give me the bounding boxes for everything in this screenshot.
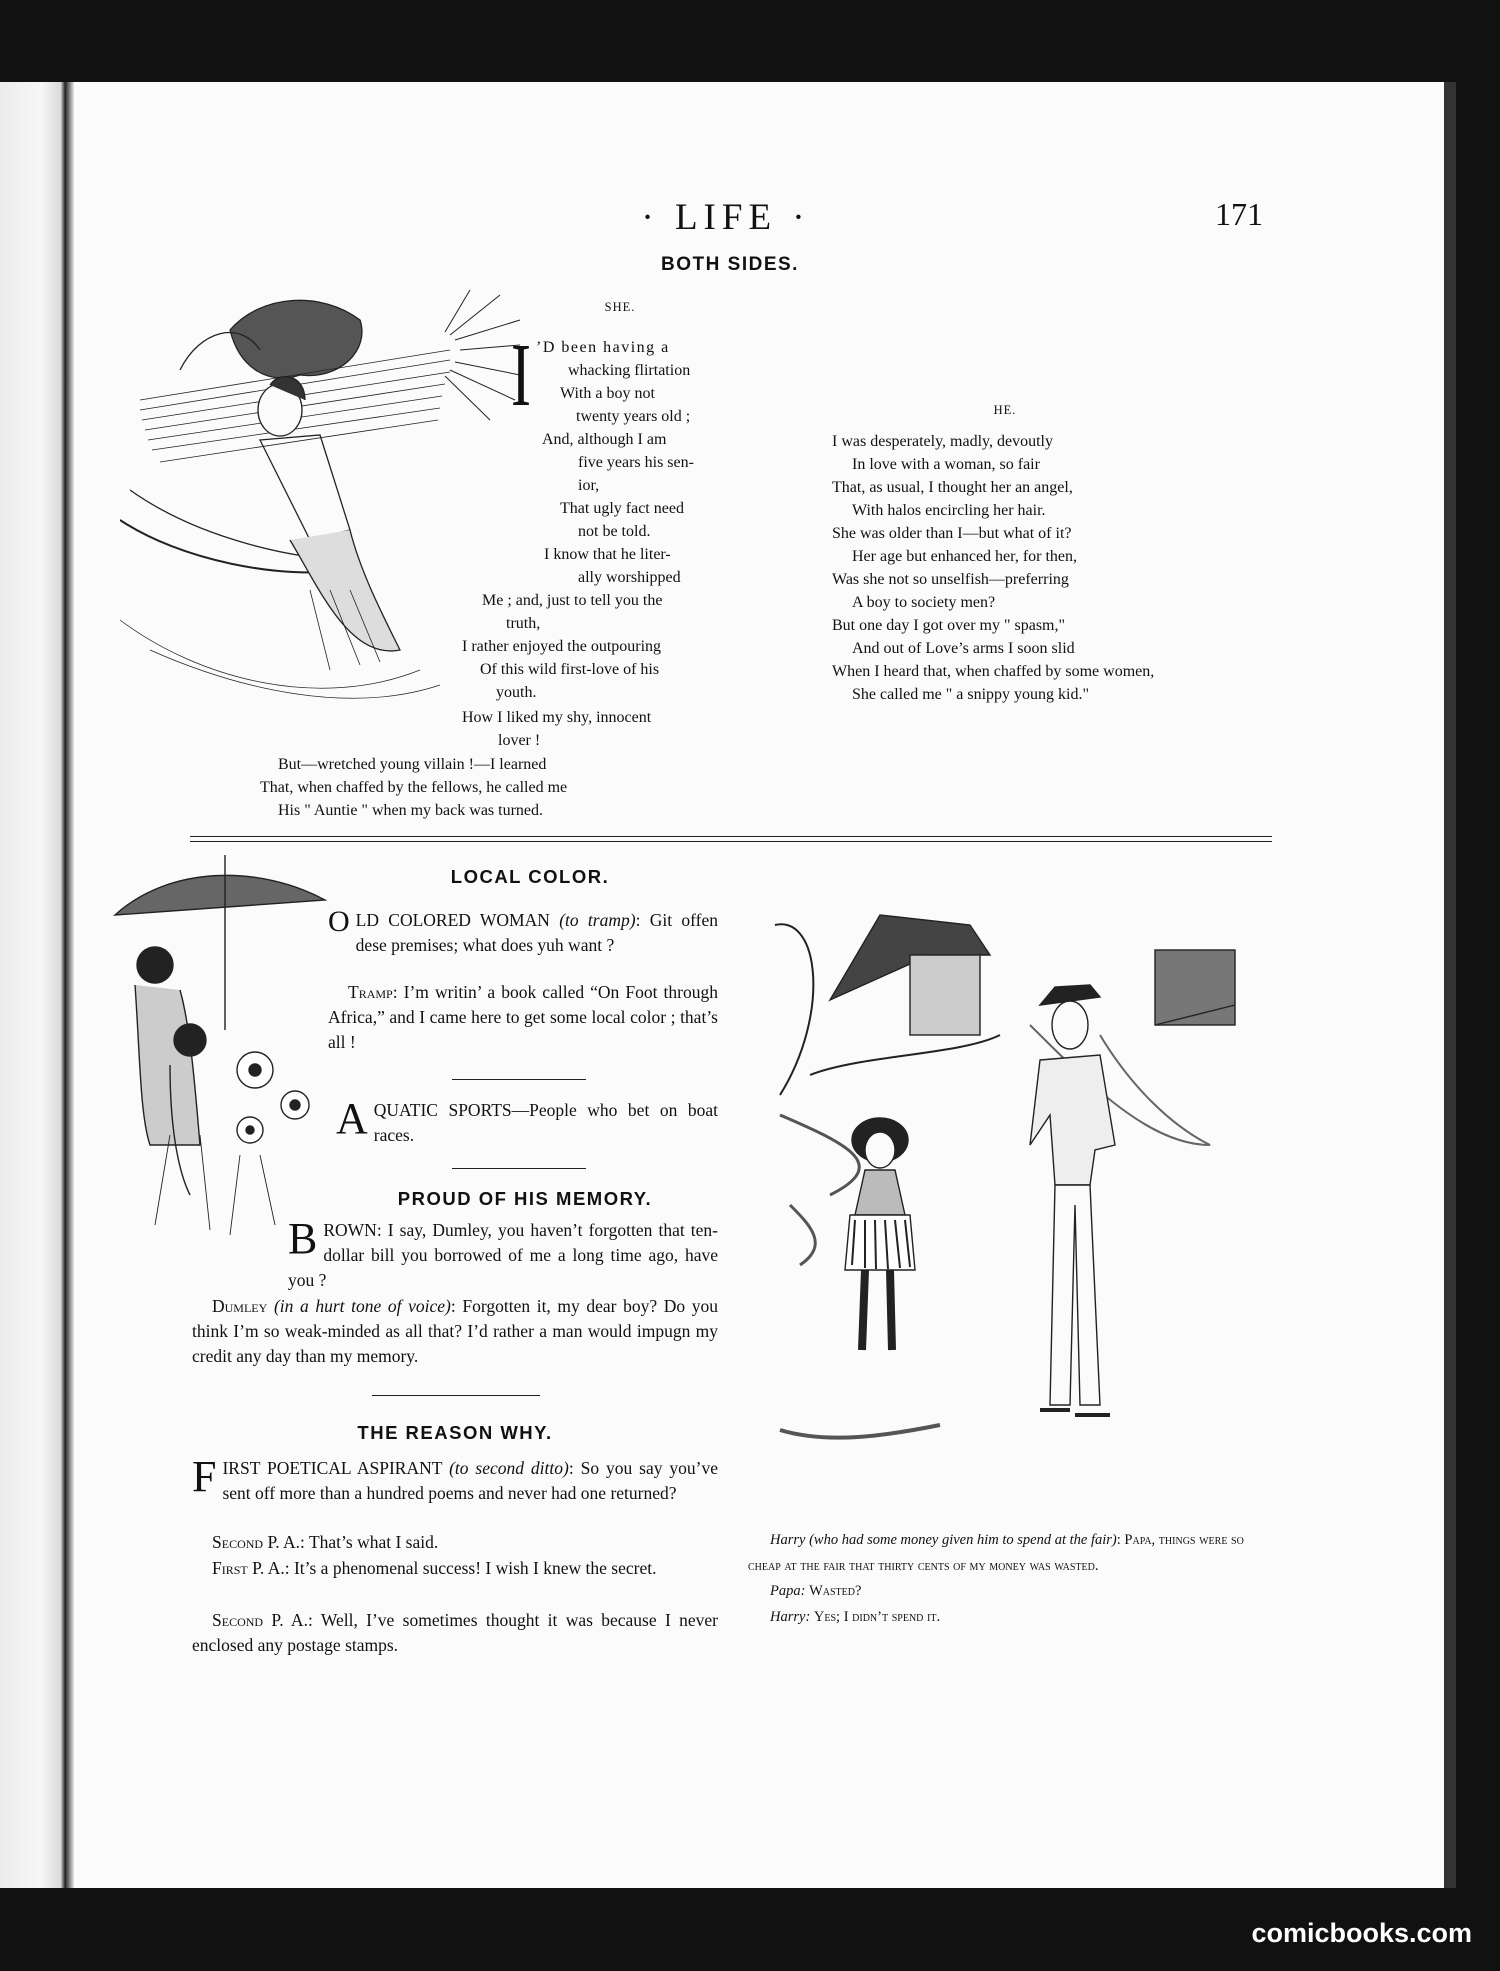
caption-stage-direction: (who had some money given him to spend at the fair)	[809, 1532, 1117, 1548]
stage-direction: (in a hurt tone of voice)	[273, 1296, 451, 1316]
reason-paragraph-3	[192, 1556, 718, 1581]
he-poem-line: And out of Love’s arms I soon slid	[852, 640, 1075, 657]
local-color-paragraph-2	[328, 980, 718, 1055]
she-poem-line: With a boy not	[560, 385, 655, 402]
proud-paragraph-1	[288, 1214, 718, 1293]
local-color-title: LOCAL COLOR.	[450, 866, 610, 887]
proud-paragraph-2	[192, 1294, 718, 1369]
speaker-first-poetical-aspirant: IRST POETICAL ASPIRANT	[222, 1458, 443, 1478]
she-poem-line: five years his sen-	[578, 454, 694, 471]
she-poem-line: I know that he liter-	[544, 546, 671, 563]
he-poem-line: But one day I got over my " spasm,"	[832, 617, 1066, 634]
she-poem-line: I rather enjoyed the outpouring	[462, 638, 662, 655]
she-poem-line: But—wretched young villain !—I learned	[278, 756, 547, 773]
reason-paragraph-1	[192, 1452, 719, 1506]
she-poem-line: Of this wild first-love of his	[480, 661, 660, 678]
dropcap-b: B	[288, 1214, 318, 1263]
dialogue-text: : That’s what I said.	[300, 1532, 439, 1552]
dropcap-a: A	[336, 1094, 368, 1143]
stage-direction: (to second ditto)	[449, 1458, 569, 1478]
he-poem-line: Was she not so unselfish—preferring	[832, 571, 1069, 588]
dialogue-text: : I’m writin’ a book called “On Foot through Africa,” and I came here to get some local color ; that’s all !	[328, 982, 718, 1052]
she-poem-line: twenty years old ;	[576, 408, 691, 425]
she-poem-line: truth,	[506, 615, 541, 632]
stage-direction: (to tramp)	[559, 910, 636, 930]
speaker-tramp: Tramp	[348, 982, 393, 1002]
he-poem-line: I was desperately, madly, devoutly	[832, 433, 1053, 450]
section-divider-top	[190, 836, 1272, 837]
he-label: HE.	[993, 403, 1017, 417]
cartoon-caption	[748, 1528, 1280, 1630]
short-divider	[452, 1168, 586, 1169]
caption-text: Papa, things were so cheap at the fair that thirty cents of my money was wasted.	[748, 1532, 1244, 1574]
he-poem-line: A boy to society men?	[852, 594, 996, 611]
she-poem-line: And, although I am	[542, 431, 667, 448]
harry-papa-illustration	[770, 885, 1260, 1475]
caption-text: Wasted?	[809, 1583, 862, 1599]
she-poem-line: His " Auntie " when my back was turned.	[278, 802, 544, 819]
short-divider	[372, 1395, 540, 1396]
he-poem-line: In love with a woman, so fair	[852, 456, 1040, 473]
he-poem-line: She called me " a snippy young kid."	[852, 686, 1090, 703]
page-edge	[1444, 82, 1456, 1888]
she-poem-line: not be told.	[578, 523, 651, 540]
proud-title: PROUD OF HIS MEMORY.	[397, 1188, 653, 1209]
watermark: comicbooks.com	[1251, 1918, 1472, 1948]
dialogue-text: : I say, Dumley, you haven’t forgotten that ten-dollar bill you borrowed of me a long time ago, have you ?	[288, 1220, 718, 1290]
she-poem-line: That ugly fact need	[560, 500, 684, 517]
caption-line-1: Harry (who had some money given him to spend at the fair): Papa, things were so cheap at the fair that thirty cents of my money was wasted.	[748, 1532, 1244, 1574]
he-poem-line: With halos encircling her hair.	[852, 502, 1046, 519]
reason-paragraph-2	[192, 1530, 718, 1555]
dialogue-text: : So you say you’ve sent off more than a hundred poems and never had one returned?	[222, 1458, 719, 1503]
caption-line-3	[748, 1605, 1280, 1631]
aquatic-text: QUATIC SPORTS—People who bet on boat races.	[373, 1100, 718, 1145]
umbrella-illustration	[110, 855, 330, 1245]
she-poem-line: That, when chaffed by the fellows, he called me	[260, 779, 568, 796]
dropcap-o: O	[328, 905, 350, 938]
dialogue-text: : It’s a phenomenal success! I wish I knew the secret.	[284, 1558, 657, 1578]
he-poem-line: She was older than I—but what of it?	[832, 525, 1072, 542]
he-poem-line: Her age but enhanced her, for then,	[852, 548, 1078, 565]
speaker-old-colored-woman: LD COLORED WOMAN	[355, 910, 550, 930]
she-poem-line: ally worshipped	[578, 569, 681, 586]
she-poem-line: whacking flirtation	[568, 362, 691, 379]
caption-speaker-harry: Harry	[770, 1532, 806, 1548]
he-poem-line: When I heard that, when chaffed by some women,	[832, 663, 1155, 680]
both-sides-title: BOTH SIDES.	[661, 254, 799, 275]
page-number: 171	[1215, 196, 1263, 232]
local-color-paragraph-1	[328, 905, 718, 958]
speaker-second-pa: Second P. A.	[212, 1532, 301, 1552]
she-poem-line: ior,	[578, 477, 600, 494]
she-poem-line: lover !	[498, 732, 541, 749]
reason-title: THE REASON WHY.	[357, 1422, 553, 1443]
speaker-dumley: Dumley	[212, 1296, 268, 1316]
she-dropcap: I	[511, 325, 531, 425]
caption-speaker-papa: Papa:	[770, 1583, 806, 1599]
she-poem-line: youth.	[496, 684, 537, 701]
he-poem-line: That, as usual, I thought her an angel,	[832, 479, 1073, 496]
caption-line-2	[748, 1579, 1280, 1605]
she-poem-line: ’D been having a	[536, 339, 670, 356]
masthead: · LIFE ·	[641, 197, 811, 238]
speaker-brown: ROWN	[323, 1220, 377, 1240]
speaker-first-pa: First P. A.	[212, 1558, 285, 1578]
she-poem-line: How I liked my shy, innocent	[462, 709, 652, 726]
she-poem-line: Me ; and, just to tell you the	[482, 592, 663, 609]
short-divider	[452, 1079, 586, 1080]
dialogue-text: : Git offen dese premises; what does yuh want ?	[355, 910, 718, 955]
dialogue-text: : Forgotten it, my dear boy? Do you think I’m so weak-minded as all that? I’d rather a man would impugn my credit any day than my memory.	[192, 1296, 719, 1366]
caption-speaker-harry: Harry:	[770, 1608, 811, 1625]
reason-paragraph-4	[192, 1608, 718, 1658]
dialogue-text: : Well, I’ve sometimes thought it was because I never enclosed any postage stamps.	[192, 1610, 718, 1655]
aquatic-sports	[336, 1094, 718, 1148]
speaker-second-pa: Second P. A.	[212, 1610, 308, 1630]
section-divider-bottom	[190, 841, 1272, 842]
dropcap-f: F	[192, 1452, 217, 1501]
page-gutter	[0, 82, 74, 1888]
she-label: SHE.	[604, 300, 636, 314]
caption-text: Yes; I didn’t spend it.	[813, 1608, 941, 1625]
